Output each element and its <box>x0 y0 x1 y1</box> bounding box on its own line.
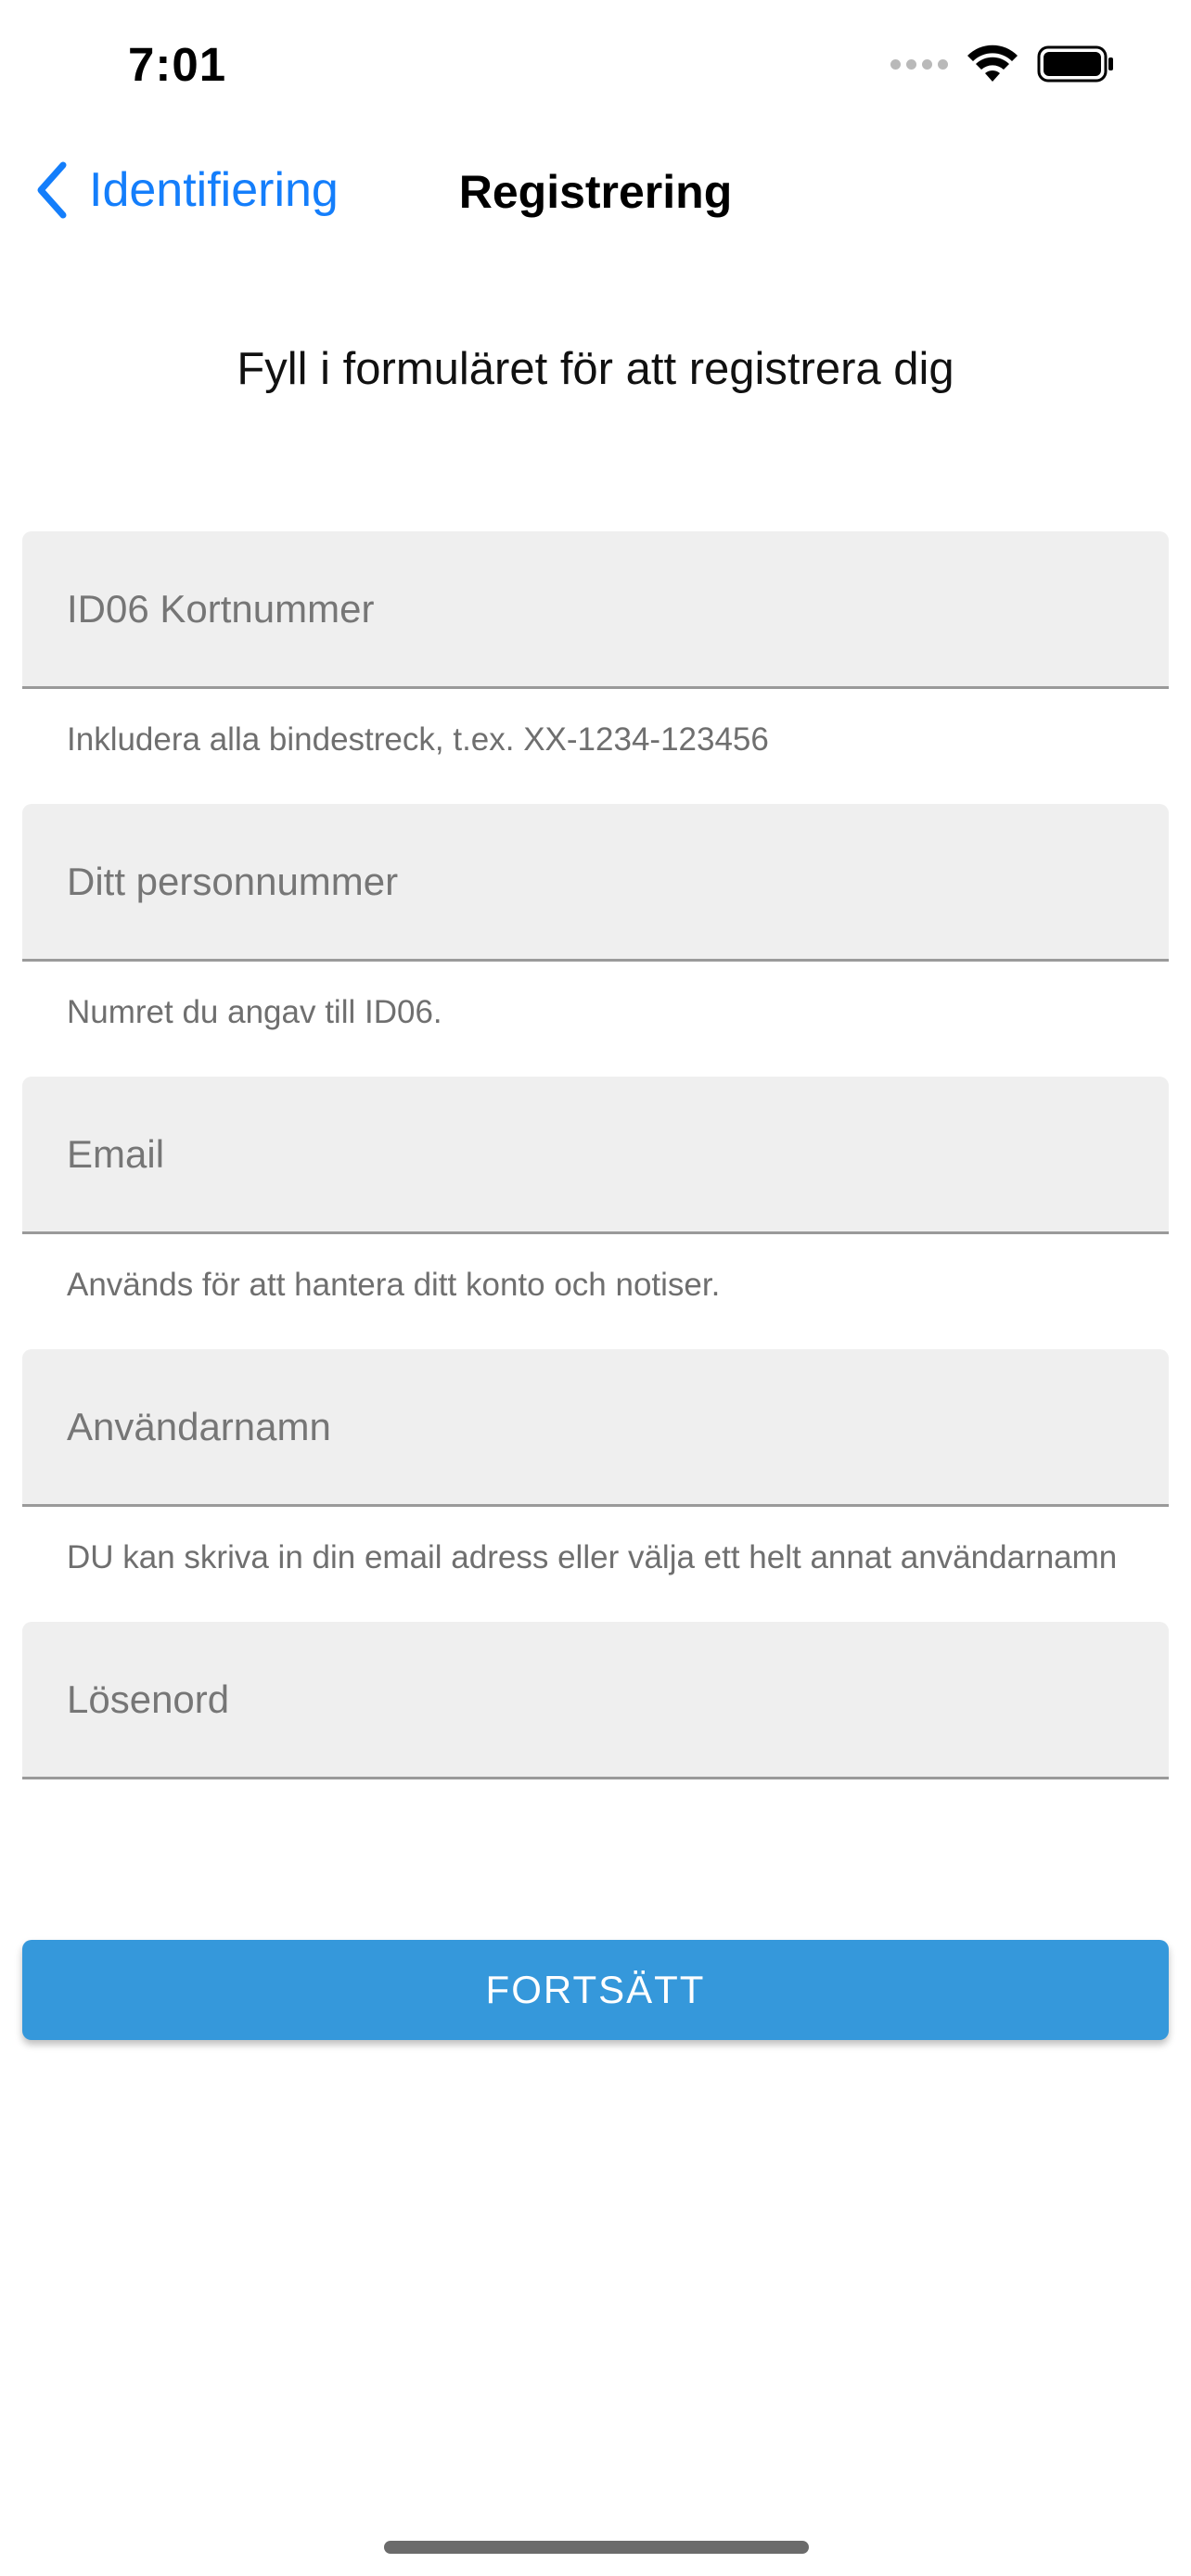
id06-card-number-helper: Inkludera alla bindestreck, t.ex. XX-1234-123456 <box>67 721 769 758</box>
form-instructions: Fyll i formuläret för att registrera dig <box>237 344 954 394</box>
status-time: 7:01 <box>128 38 227 91</box>
email-field[interactable] <box>22 1077 1169 1234</box>
continue-button[interactable]: FORTSÄTT <box>22 1940 1169 2040</box>
password-field[interactable] <box>22 1622 1169 1779</box>
battery-icon <box>1037 45 1115 83</box>
cellular-signal-icon <box>890 59 948 70</box>
page-title: Registrering <box>458 166 733 218</box>
email-helper: Används för att hantera ditt konto och notiser. <box>67 1267 721 1303</box>
home-indicator[interactable] <box>384 2541 809 2554</box>
id06-card-number-input[interactable] <box>22 531 1169 686</box>
username-input[interactable] <box>22 1349 1169 1504</box>
status-icons <box>890 45 1115 83</box>
id06-card-number-field[interactable] <box>22 531 1169 689</box>
back-button-label: Identifiering <box>89 163 339 217</box>
personal-number-input[interactable] <box>22 804 1169 959</box>
personal-number-field[interactable] <box>22 804 1169 962</box>
username-field[interactable] <box>22 1349 1169 1507</box>
wifi-icon <box>967 45 1018 83</box>
password-input[interactable] <box>22 1622 1169 1777</box>
username-helper: DU kan skriva in din email adress eller välja ett helt annat användarnamn <box>67 1539 1118 1575</box>
email-input[interactable] <box>22 1077 1169 1231</box>
personal-number-helper: Numret du angav till ID06. <box>67 994 442 1030</box>
